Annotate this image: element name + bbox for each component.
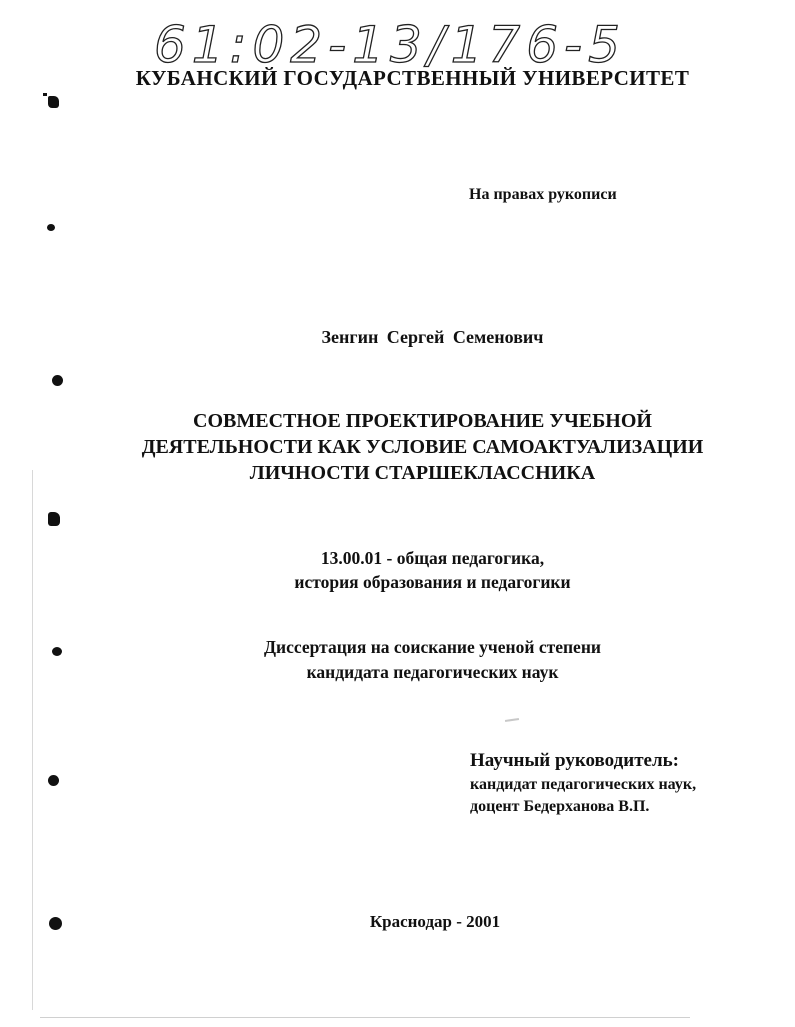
binding-hole-mark [49, 917, 62, 930]
degree-statement [35, 635, 795, 685]
title-line: СОВМЕСТНОЕ ПРОЕКТИРОВАНИЕ УЧЕБНОЙ [193, 410, 652, 432]
degree-line: кандидата педагогических наук [306, 662, 559, 682]
supervisor-heading: Научный руководитель: [470, 750, 679, 771]
degree-line: Диссертация на соискание ученой степени [264, 637, 601, 657]
specialty-line: история образования и педагогики [294, 572, 571, 592]
supervisor-name: доцент Бедерханова В.П. [470, 798, 650, 815]
city-year: Краснодар - 2001 [369, 912, 501, 931]
title-line: ДЕЯТЕЛЬНОСТИ КАК УСЛОВИЕ САМОАКТУАЛИЗАЦИИ [141, 436, 704, 458]
binding-hole-mark [52, 375, 63, 386]
binding-hole-mark [48, 512, 60, 526]
author-name: Зенгин Сергей Семенович [321, 327, 544, 347]
title-line: ЛИЧНОСТИ СТАРШЕКЛАССНИКА [249, 462, 596, 484]
dissertation-title [25, 408, 795, 486]
scan-bottom-edge [40, 1017, 690, 1018]
supervisor-degree: кандидат педагогических наук, [470, 776, 697, 793]
scan-speck [505, 718, 519, 722]
scan-edge-line [32, 470, 33, 1010]
specialty [35, 546, 795, 594]
university-name: КУБАНСКИЙ ГОСУДАРСТВЕННЫЙ УНИВЕРСИТЕТ [135, 66, 690, 90]
binding-hole-mark [52, 647, 62, 656]
binding-hole-mark [43, 93, 47, 96]
manuscript-note: На правах рукописи [469, 186, 617, 203]
scientific-supervisor [470, 748, 696, 818]
specialty-line: 13.00.01 - общая педагогика, [320, 548, 545, 568]
archive-code-text: 61:02-13/176-5 [154, 16, 620, 72]
binding-hole-mark [48, 775, 59, 786]
binding-hole-mark [47, 224, 55, 231]
handwritten-archive-code [150, 10, 620, 72]
binding-hole-mark [48, 96, 59, 108]
